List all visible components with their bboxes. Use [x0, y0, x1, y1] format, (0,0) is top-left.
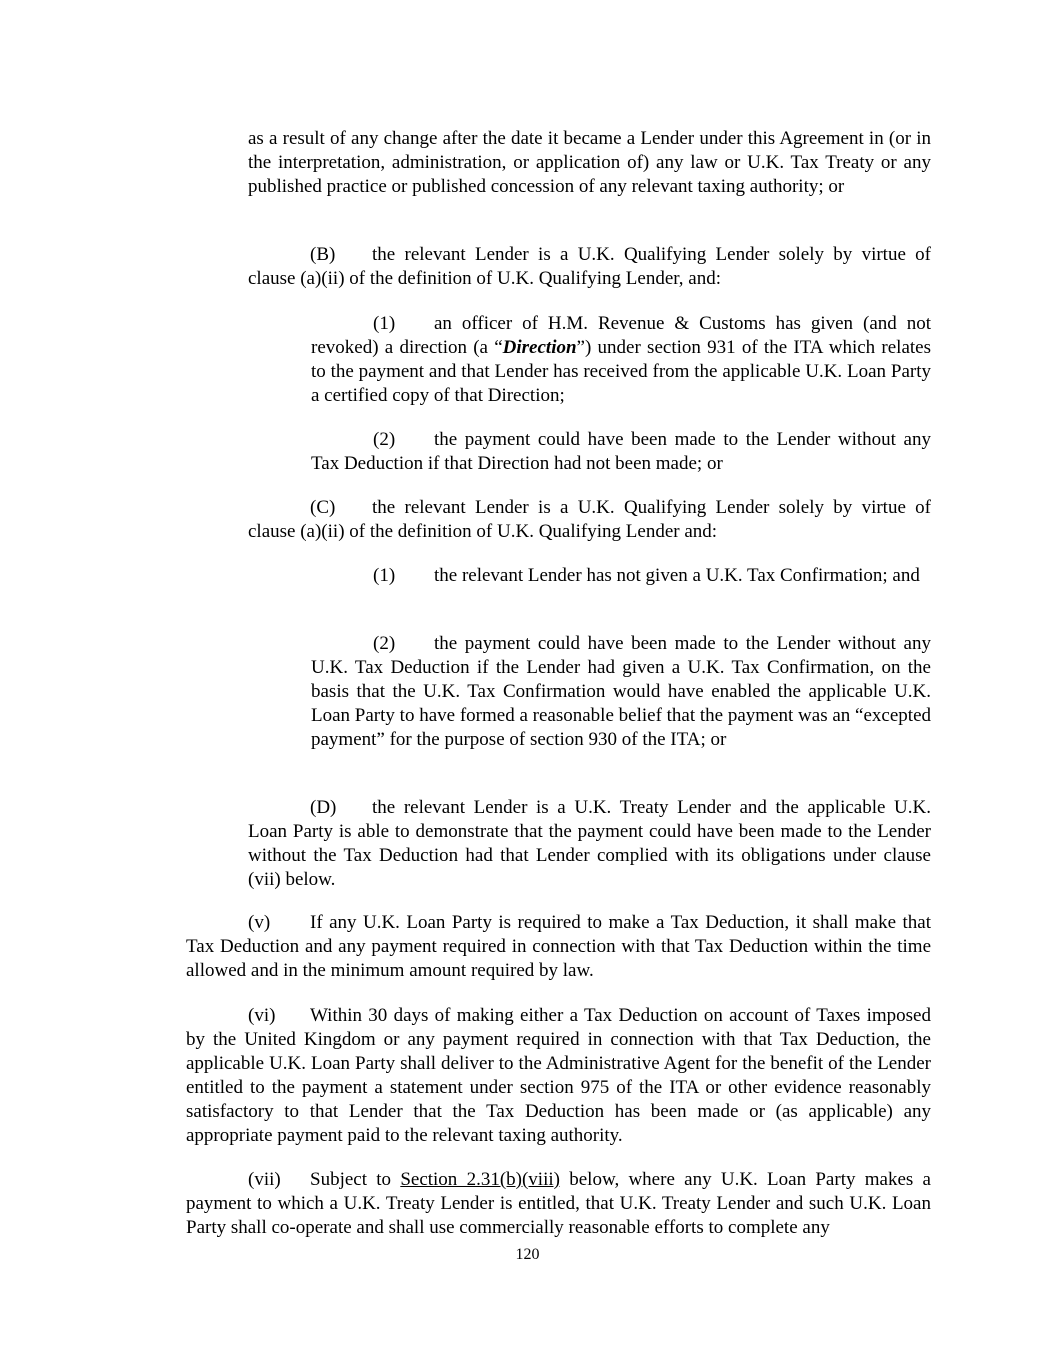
clause-text: Subject to — [310, 1169, 401, 1190]
clause-text: the relevant Lender has not given a U.K. Tax Confirmation; and — [434, 565, 920, 586]
clause-text: If any U.K. Loan Party is required to make a Tax Deduction, it shall make that Tax Deduction and any payment required in connection with that Tax Deduction within the time allowed and in the minimum amount required by law. — [186, 912, 931, 981]
paragraph-continuation — [248, 127, 931, 199]
clause-text: the relevant Lender is a U.K. Qualifying Lender solely by virtue of clause (a)(ii) of the definition of U.K. Qualifying Lender and: — [248, 497, 931, 542]
clause-text-cont: ”) under section 931 of the ITA which relates to the payment and that Lender has received from the applicable U.K. Loan Party a certified copy of that Direction; — [311, 337, 931, 406]
clause-v — [186, 911, 931, 983]
clause-label: (2) — [373, 633, 396, 654]
clause-B-1 — [311, 312, 931, 408]
clause-label: (B) — [310, 244, 336, 265]
clause-C — [248, 496, 931, 544]
clause-label: (vi) — [248, 1005, 276, 1026]
clause-text: Within 30 days of making either a Tax Deduction on account of Taxes imposed by the United Kingdom or any payment required in connection with that Tax Deduction, the applicable U.K. Loan Party shall deliver to the Administrative Agent for the benefit of the Lender entitled to the payment a statement under section 975 of the ITA or other evidence reasonably satisfactory to that Lender that the Tax Deduction has been made or (as applicable) any appropriate payment paid to the relevant taxing authority. — [186, 1005, 931, 1146]
defined-term: Direction — [502, 337, 577, 358]
clause-text: the relevant Lender is a U.K. Qualifying Lender solely by virtue of clause (a)(ii) of the definition of U.K. Qualifying Lender, and: — [248, 244, 931, 289]
clause-text: the payment could have been made to the Lender without any U.K. Tax Deduction if the Lender had given a U.K. Tax Confirmation, on the basis that the U.K. Tax Confirmation would have enabled the applicable U.K. Loan Party to have formed a reasonable belief that the payment was an “excepted payment” for the purpose of section 930 of the ITA; or — [311, 633, 931, 750]
clause-D — [248, 796, 931, 892]
clause-text: the payment could have been made to the Lender without any Tax Deduction if that Direction had not been made; or — [311, 429, 931, 474]
clause-text-cont: below, where any U.K. Loan Party makes a payment to which a U.K. Treaty Lender is entitled, that U.K. Treaty Lender and such U.K. Loan Party shall co-operate and shall use commercially reasonable efforts to complete any — [186, 1169, 931, 1238]
clause-B — [248, 243, 931, 291]
clause-label: (v) — [248, 912, 271, 933]
paragraph-text: as a result of any change after the date it became a Lender under this Agreement in (or in the interpretation, administration, or application of) any law or U.K. Tax Treaty or any published practice or published concession of any relevant taxing authority; or — [248, 128, 931, 197]
clause-vi — [186, 1004, 931, 1148]
clause-vii — [186, 1168, 931, 1240]
clause-label: (D) — [310, 797, 337, 818]
clause-C-2 — [311, 632, 931, 752]
clause-label: (1) — [373, 313, 396, 334]
clause-text: the relevant Lender is a U.K. Treaty Lender and the applicable U.K. Loan Party is able to demonstrate that the payment could have been made to the Lender without the Tax Deduction had that Lender complied with its obligations under clause (vii) below. — [248, 797, 931, 890]
clause-label: (C) — [310, 497, 336, 518]
clause-C-1 — [311, 564, 931, 588]
clause-text: an officer of H.M. Revenue & Customs has given (and not revoked) a direction (a “ — [311, 313, 931, 358]
clause-label: (vii) — [248, 1169, 281, 1190]
section-reference-link[interactable]: Section 2.31(b)(viii) — [400, 1169, 560, 1190]
page-number: 120 — [515, 1246, 540, 1263]
clause-label: (2) — [373, 429, 396, 450]
clause-label: (1) — [373, 565, 396, 586]
clause-B-2 — [311, 428, 931, 476]
